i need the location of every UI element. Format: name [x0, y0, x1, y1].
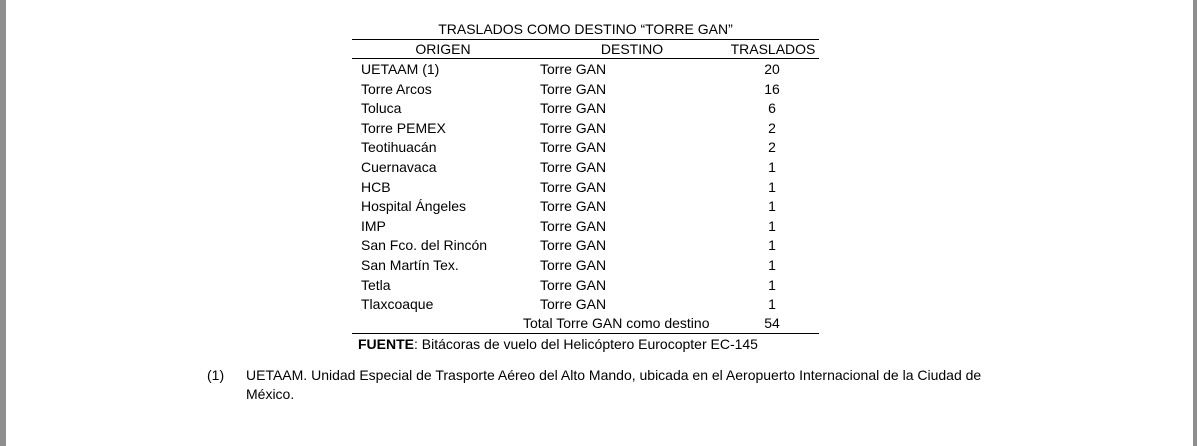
- cell-traslados: 6: [768, 100, 776, 117]
- cell-destino: Torre GAN: [540, 139, 607, 156]
- cell-traslados: 1: [768, 198, 776, 215]
- table-header-rule: [352, 58, 819, 59]
- cell-origen: Tetla: [361, 276, 391, 293]
- cell-traslados: 2: [768, 139, 776, 156]
- cell-origen: San Fco. del Rincón: [361, 237, 488, 254]
- table-row: [352, 138, 819, 158]
- right-window-border: [1193, 0, 1197, 446]
- table-row: [352, 119, 819, 139]
- cell-traslados: 1: [768, 178, 776, 195]
- table-row: [352, 236, 819, 256]
- cell-destino: Torre GAN: [540, 276, 607, 293]
- table-header: [352, 40, 819, 58]
- cell-origen: Torre PEMEX: [361, 119, 446, 136]
- cell-destino: Torre GAN: [540, 100, 607, 117]
- cell-destino: Torre GAN: [540, 80, 607, 97]
- table-row: [352, 158, 819, 178]
- cell-origen: Toluca: [361, 100, 402, 117]
- table-bottom-rule: [352, 333, 819, 334]
- cell-origen: Teotihuacán: [361, 139, 437, 156]
- cell-origen: Torre Arcos: [361, 80, 432, 97]
- cell-traslados: 16: [764, 80, 780, 97]
- table-total-row: [352, 314, 819, 333]
- left-window-border: [0, 0, 6, 446]
- header-traslados: TRASLADOS: [730, 41, 816, 57]
- cell-destino: Torre GAN: [540, 217, 607, 234]
- cell-destino: Torre GAN: [540, 198, 607, 215]
- cell-origen: Tlaxcoaque: [361, 296, 434, 313]
- cell-traslados: 1: [768, 276, 776, 293]
- cell-origen: San Martín Tex.: [361, 256, 459, 273]
- source-text: : Bitácoras de vuelo del Helicóptero Eurocopter EC-145: [414, 336, 758, 352]
- footnote-text: UETAAM. Unidad Especial de Trasporte Aéreo del Alto Mando, ubicada en el Aeropuerto Internacional de la Ciudad de México.: [246, 367, 982, 402]
- table-row: [352, 276, 819, 296]
- header-origen: ORIGEN: [415, 41, 471, 57]
- header-destino: DESTINO: [600, 41, 664, 57]
- table-row: [352, 256, 819, 276]
- cell-destino: Torre GAN: [540, 237, 607, 254]
- table-row: [352, 295, 819, 315]
- cell-traslados: 1: [768, 256, 776, 273]
- cell-destino: Torre GAN: [540, 178, 607, 195]
- cell-traslados: 20: [764, 61, 780, 77]
- cell-destino: Torre GAN: [540, 119, 607, 136]
- table-row: [352, 217, 819, 237]
- cell-origen: Cuernavaca: [361, 158, 437, 175]
- table-body: [352, 60, 819, 315]
- footnote-marker: (1): [207, 367, 225, 383]
- cell-traslados: 1: [768, 237, 776, 254]
- cell-destino: Torre GAN: [540, 296, 607, 313]
- cell-destino: Torre GAN: [540, 158, 607, 175]
- source-note: [358, 335, 758, 353]
- table-row: [352, 197, 819, 217]
- table-title: TRASLADOS COMO DESTINO “TORRE GAN”: [438, 21, 733, 37]
- cell-destino: Torre GAN: [540, 61, 607, 77]
- table-row: [352, 60, 819, 80]
- table-row: [352, 99, 819, 119]
- cell-traslados: 2: [768, 119, 776, 136]
- cell-destino: Torre GAN: [540, 256, 607, 273]
- cell-traslados: 1: [768, 158, 776, 175]
- table-row: [352, 178, 819, 198]
- total-label: Total Torre GAN como destino: [523, 315, 710, 331]
- source-label: FUENTE: [358, 336, 414, 352]
- cell-traslados: 1: [768, 217, 776, 234]
- total-value: 54: [764, 315, 780, 331]
- cell-origen: Hospital Ángeles: [361, 198, 467, 215]
- cell-origen: UETAAM (1): [361, 61, 440, 77]
- cell-origen: HCB: [361, 178, 391, 195]
- table-row: [352, 80, 819, 100]
- cell-traslados: 1: [768, 296, 776, 313]
- cell-origen: IMP: [361, 217, 386, 234]
